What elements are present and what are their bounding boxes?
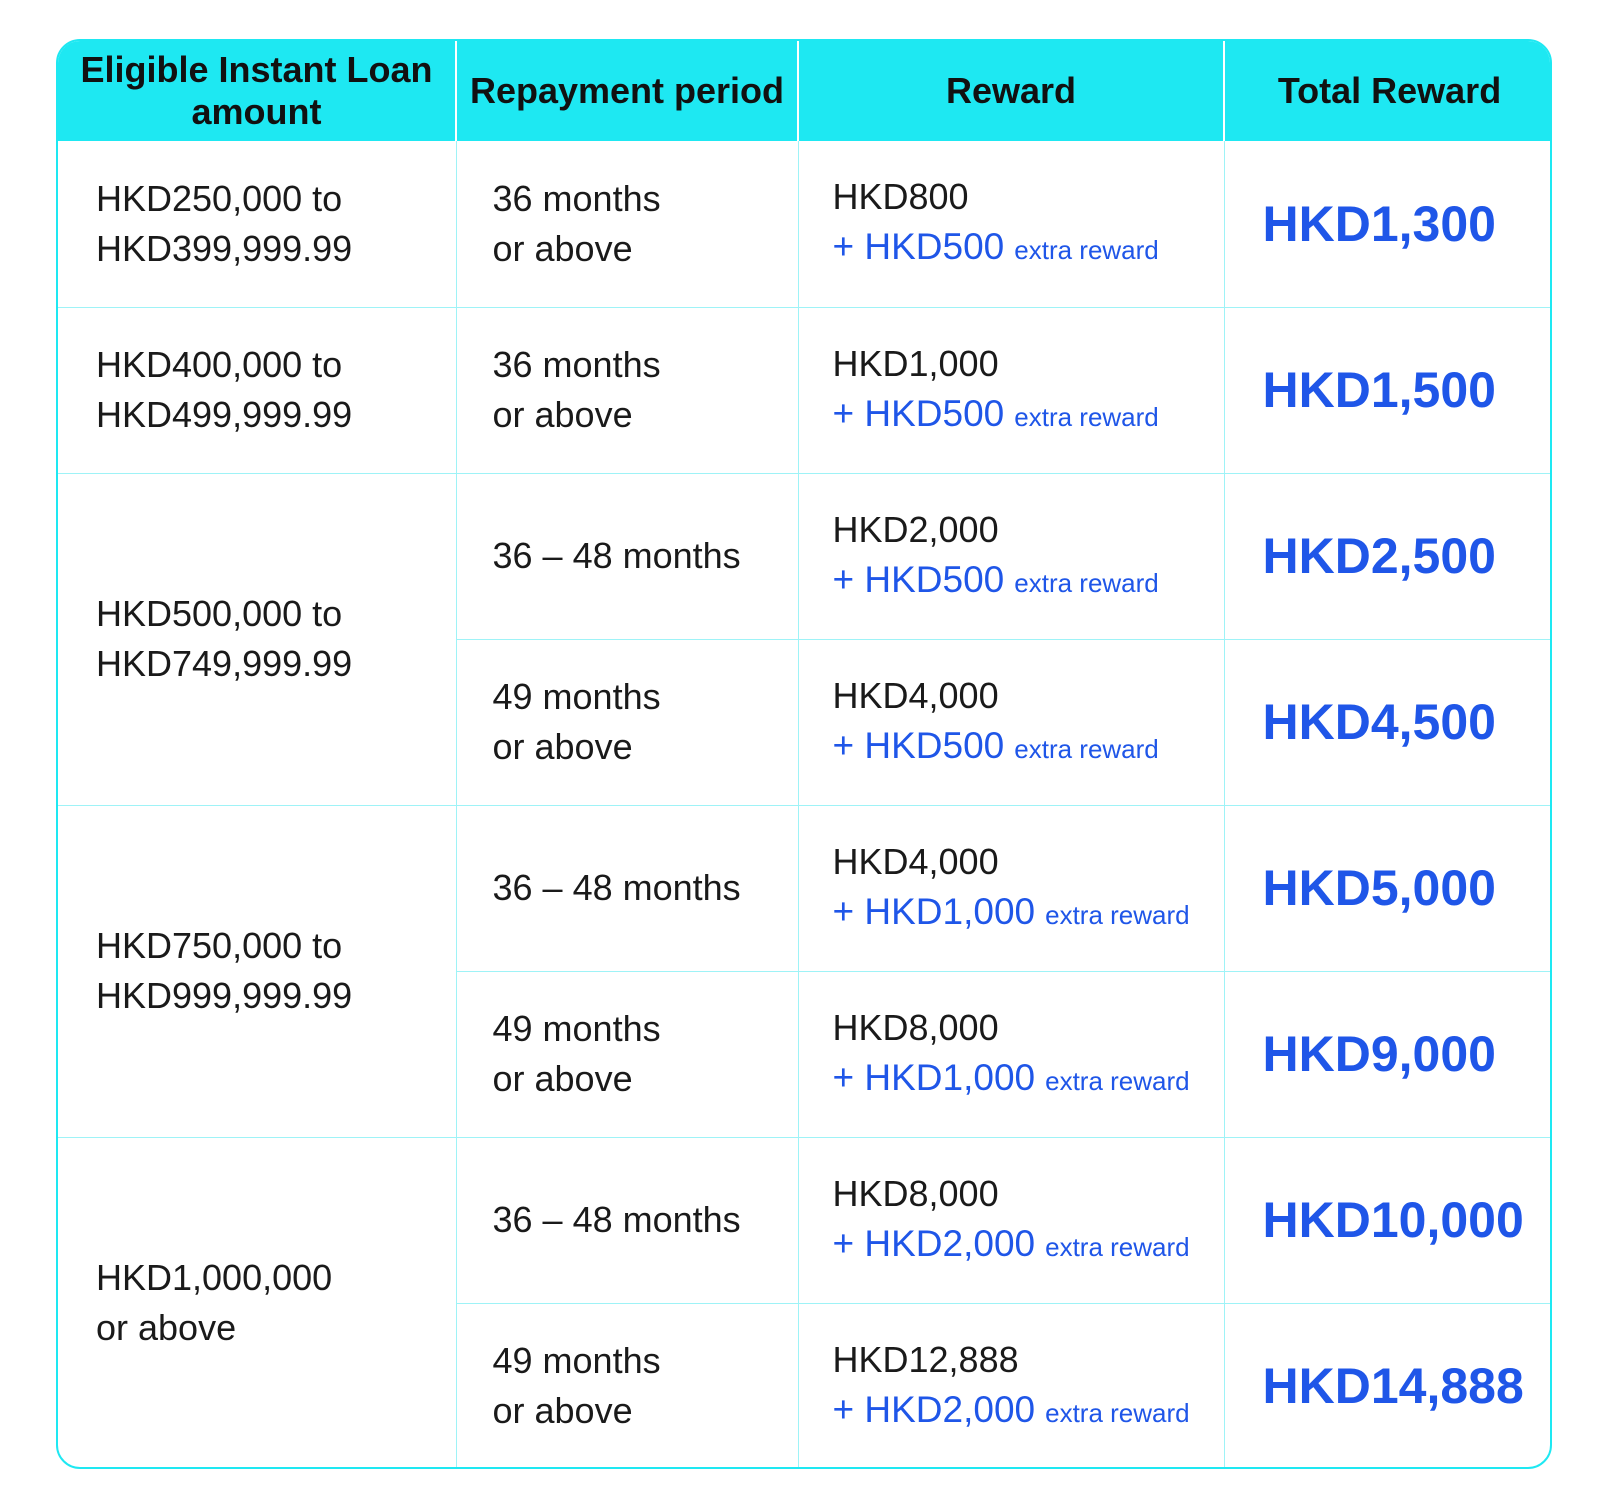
total-reward-cell: HKD1,500 bbox=[1224, 307, 1552, 473]
extra-reward bbox=[833, 555, 1218, 608]
table-row bbox=[58, 1137, 1552, 1303]
loan-amount-text: HKD999,999.99 bbox=[96, 975, 353, 1016]
loan-amount-text: HKD749,999.99 bbox=[96, 643, 353, 684]
repayment-period-text: 36 months bbox=[492, 344, 661, 385]
reward-cell bbox=[798, 971, 1224, 1137]
repayment-period-text: 49 months bbox=[492, 1340, 661, 1382]
repayment-period-cell bbox=[456, 1303, 798, 1469]
table-header bbox=[58, 41, 1552, 141]
loan-amount-text: HKD500,000 to bbox=[96, 593, 343, 634]
extra-reward bbox=[833, 1385, 1218, 1438]
table-row bbox=[58, 141, 1552, 307]
reward-cell bbox=[798, 307, 1224, 473]
extra-reward-label: extra reward bbox=[1045, 1065, 1190, 1096]
reward-cell bbox=[798, 1137, 1224, 1303]
repayment-period-cell bbox=[456, 307, 798, 473]
total-reward-cell: HKD4,500 bbox=[1224, 639, 1552, 805]
extra-reward-amount: + HKD1,000 bbox=[832, 890, 1036, 932]
repayment-period-text: 36 – 48 months bbox=[492, 535, 741, 576]
base-reward: HKD4,000 bbox=[832, 840, 999, 882]
header-row bbox=[58, 41, 1552, 141]
total-reward-cell: HKD14,888 bbox=[1224, 1303, 1552, 1469]
extra-reward-label: extra reward bbox=[1014, 401, 1159, 432]
base-reward: HKD8,000 bbox=[832, 1172, 999, 1214]
loan-amount-text: or above bbox=[96, 1307, 237, 1348]
extra-reward-amount: + HKD2,000 bbox=[832, 1388, 1036, 1430]
extra-reward-label: extra reward bbox=[1014, 733, 1159, 764]
loan-amount-text: HKD750,000 to bbox=[96, 925, 343, 966]
header-total: Total Reward bbox=[1224, 41, 1552, 141]
header-period: Repayment period bbox=[456, 41, 798, 141]
repayment-period-text: or above bbox=[492, 726, 633, 767]
repayment-period-cell bbox=[456, 971, 798, 1137]
repayment-period-text: or above bbox=[492, 1058, 633, 1099]
total-reward-cell: HKD1,300 bbox=[1224, 141, 1552, 307]
extra-reward-amount: + HKD500 bbox=[832, 724, 1005, 766]
loan-amount-cell bbox=[58, 141, 456, 307]
header-reward: Reward bbox=[798, 41, 1224, 141]
extra-reward-amount: + HKD1,000 bbox=[832, 1056, 1036, 1098]
loan-amount-cell bbox=[58, 307, 456, 473]
repayment-period-text: 49 months bbox=[492, 676, 661, 717]
reward-cell bbox=[798, 473, 1224, 639]
loan-amount-text: HKD499,999.99 bbox=[96, 394, 353, 435]
extra-reward bbox=[833, 222, 1218, 275]
repayment-period-text: 36 – 48 months bbox=[492, 1199, 741, 1240]
extra-reward-label: extra reward bbox=[1014, 567, 1159, 598]
extra-reward bbox=[833, 1219, 1218, 1272]
reward-table bbox=[56, 39, 1552, 1469]
extra-reward-label: extra reward bbox=[1045, 1397, 1190, 1428]
repayment-period-text: or above bbox=[492, 394, 633, 435]
extra-reward-label: extra reward bbox=[1045, 899, 1190, 930]
loan-amount-text: HKD1,000,000 bbox=[96, 1257, 333, 1298]
extra-reward-amount: + HKD500 bbox=[832, 392, 1005, 434]
extra-reward-label: extra reward bbox=[1014, 235, 1159, 266]
base-reward: HKD12,888 bbox=[832, 1338, 1019, 1380]
repayment-period-text: or above bbox=[492, 1390, 633, 1432]
extra-reward-amount: + HKD500 bbox=[832, 558, 1005, 600]
extra-reward-amount: + HKD500 bbox=[832, 226, 1005, 268]
total-reward-cell: HKD5,000 bbox=[1224, 805, 1552, 971]
base-reward: HKD800 bbox=[832, 176, 969, 218]
loan-amount-text: HKD400,000 to bbox=[96, 344, 343, 385]
total-reward-cell: HKD10,000 bbox=[1224, 1137, 1552, 1303]
extra-reward-label: extra reward bbox=[1045, 1231, 1190, 1262]
repayment-period-text: or above bbox=[492, 227, 633, 269]
repayment-period-text: 36 months bbox=[492, 177, 661, 219]
loan-amount-cell bbox=[58, 805, 456, 1137]
reward-table-grid bbox=[58, 41, 1552, 1469]
loan-amount-text: HKD250,000 to bbox=[96, 177, 343, 219]
repayment-period-cell bbox=[456, 805, 798, 971]
total-reward-cell: HKD9,000 bbox=[1224, 971, 1552, 1137]
repayment-period-cell bbox=[456, 141, 798, 307]
loan-amount-cell bbox=[58, 1137, 456, 1469]
reward-cell bbox=[798, 141, 1224, 307]
base-reward: HKD8,000 bbox=[832, 1006, 999, 1048]
base-reward: HKD2,000 bbox=[832, 508, 999, 550]
repayment-period-cell bbox=[456, 639, 798, 805]
table-row bbox=[58, 307, 1552, 473]
reward-cell bbox=[798, 639, 1224, 805]
header-amount: Eligible Instant Loan amount bbox=[58, 41, 456, 141]
table-row bbox=[58, 805, 1552, 971]
base-reward: HKD1,000 bbox=[832, 342, 999, 384]
extra-reward bbox=[833, 887, 1218, 940]
repayment-period-cell bbox=[456, 473, 798, 639]
total-reward-cell: HKD2,500 bbox=[1224, 473, 1552, 639]
table-row bbox=[58, 473, 1552, 639]
extra-reward bbox=[833, 721, 1218, 774]
reward-cell bbox=[798, 805, 1224, 971]
repayment-period-text: 36 – 48 months bbox=[492, 867, 741, 908]
base-reward: HKD4,000 bbox=[832, 674, 999, 716]
table-body bbox=[58, 141, 1552, 1469]
extra-reward bbox=[833, 1053, 1218, 1106]
repayment-period-text: 49 months bbox=[492, 1008, 661, 1049]
extra-reward-amount: + HKD2,000 bbox=[832, 1222, 1036, 1264]
loan-amount-cell bbox=[58, 473, 456, 805]
repayment-period-cell bbox=[456, 1137, 798, 1303]
extra-reward bbox=[833, 389, 1218, 442]
reward-cell bbox=[798, 1303, 1224, 1469]
loan-amount-text: HKD399,999.99 bbox=[96, 227, 353, 269]
